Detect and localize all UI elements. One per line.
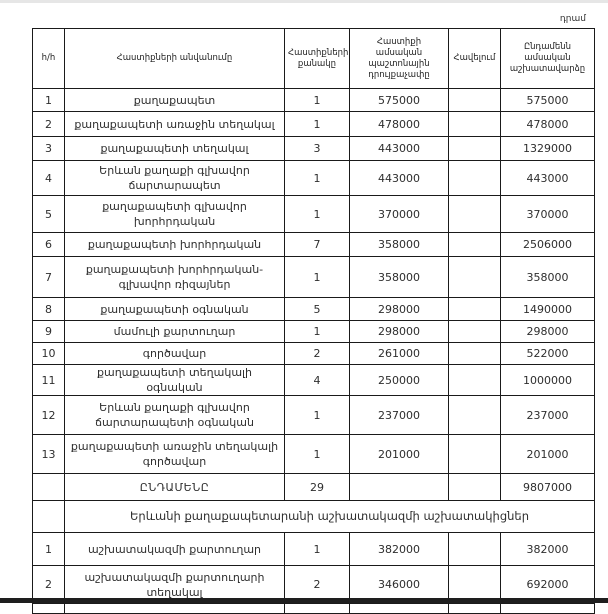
row-position-name: աշխատակազմի քարտուղար (65, 533, 285, 566)
row-salary: 478000 (350, 112, 449, 137)
row-salary: 443000 (350, 161, 449, 196)
row-position-name: գործավար (65, 343, 285, 365)
row-index: 1 (33, 89, 65, 112)
row-count: 1 (285, 196, 350, 233)
row-position-name: քաղաքապետի օգնական (65, 298, 285, 321)
row-index: 11 (33, 365, 65, 396)
row-total: 237000 (501, 396, 595, 435)
total-count: 29 (285, 474, 350, 501)
row-bonus (449, 112, 501, 137)
row-total: 1000000 (501, 365, 595, 396)
row-count: 1 (285, 321, 350, 343)
row-index: 3 (33, 137, 65, 161)
table-row (33, 365, 595, 396)
total-amount: 9807000 (501, 474, 595, 501)
row-bonus (449, 161, 501, 196)
row-bonus (449, 89, 501, 112)
top-border (0, 0, 608, 3)
table-row (33, 343, 595, 365)
row-count: 2 (285, 343, 350, 365)
row-count: 7 (285, 233, 350, 257)
row-index: 7 (33, 257, 65, 298)
header-monthly-salary: Հաստիքի ամսական պաշտոնային դրույքաչափը (350, 29, 449, 89)
table-row (33, 112, 595, 137)
row-total: 478000 (501, 112, 595, 137)
row-index: 2 (33, 112, 65, 137)
row-salary: 443000 (350, 137, 449, 161)
row-total: 443000 (501, 161, 595, 196)
row-index: 10 (33, 343, 65, 365)
row-total: 201000 (501, 435, 595, 474)
section-title: Երևանի քաղաքապետարանի աշխատակազմի աշխատակիցներ (65, 501, 595, 533)
row-total: 575000 (501, 89, 595, 112)
row-bonus (449, 233, 501, 257)
row-count: 3 (285, 137, 350, 161)
row-bonus (449, 365, 501, 396)
row-salary: 201000 (350, 435, 449, 474)
row-salary: 261000 (350, 343, 449, 365)
row-total: 1490000 (501, 298, 595, 321)
row-count: 4 (285, 365, 350, 396)
row-index: 6 (33, 233, 65, 257)
row-bonus (449, 298, 501, 321)
row-salary: 250000 (350, 365, 449, 396)
row-index: 12 (33, 396, 65, 435)
row-position-name: քաղաքապետի առաջին տեղակալ (65, 112, 285, 137)
row-index: 5 (33, 196, 65, 233)
total-salary (350, 474, 449, 501)
table-row (33, 233, 595, 257)
row-total: 358000 (501, 257, 595, 298)
header-count: Հաստիքների քանակը (285, 29, 350, 89)
row-position-name: Երևան քաղաքի գլխավոր ճարտարապետի օգնական (65, 396, 285, 435)
table-row (33, 533, 595, 566)
row-salary: 358000 (350, 257, 449, 298)
row-index: 8 (33, 298, 65, 321)
row-position-name: աշխատակազմի քարտուղարի տեղակալ (65, 566, 285, 604)
row-position-name: Երևան քաղաքի գլխավոր ճարտարապետ (65, 161, 285, 196)
row-count: 1 (285, 161, 350, 196)
row-bonus (449, 396, 501, 435)
row-index: 9 (33, 321, 65, 343)
row-count: 1 (285, 257, 350, 298)
row-bonus (449, 533, 501, 566)
row-count: 1 (285, 89, 350, 112)
row-salary: 575000 (350, 89, 449, 112)
header-index: հ/հ (33, 29, 65, 89)
row-salary: 382000 (350, 533, 449, 566)
row-salary: 346000 (350, 566, 449, 604)
row-position-name: մամուլի քարտուղար (65, 321, 285, 343)
table-row (33, 435, 595, 474)
row-bonus (449, 257, 501, 298)
bottom-edge (0, 598, 608, 603)
row-total: 370000 (501, 196, 595, 233)
row-count: 1 (285, 396, 350, 435)
row-salary: 298000 (350, 298, 449, 321)
cell-empty (350, 604, 449, 614)
cell-empty (501, 604, 595, 614)
row-index: 2 (33, 566, 65, 604)
row-total: 298000 (501, 321, 595, 343)
row-total: 1329000 (501, 137, 595, 161)
row-bonus (449, 343, 501, 365)
row-position-name: քաղաքապետի խորհրդական-գլխավոր ռիզայներ (65, 257, 285, 298)
row-position-name: քաղաքապետի գլխավոր խորհրդական (65, 196, 285, 233)
table-row (33, 161, 595, 196)
cell-empty (449, 604, 501, 614)
row-count: 1 (285, 112, 350, 137)
total-row-index (33, 474, 65, 501)
header-row (33, 29, 595, 89)
table-row (33, 321, 595, 343)
table-row (33, 257, 595, 298)
table-row (33, 196, 595, 233)
row-count: 1 (285, 533, 350, 566)
cell-empty (33, 604, 65, 614)
row-position-name: քաղաքապետի տեղակալ (65, 137, 285, 161)
row-bonus (449, 435, 501, 474)
table-row (33, 396, 595, 435)
table-row (33, 89, 595, 112)
row-count: 5 (285, 298, 350, 321)
cell-empty (65, 604, 285, 614)
row-position-name: քաղաքապետի խորհրդական (65, 233, 285, 257)
row-salary: 237000 (350, 396, 449, 435)
table-row (33, 298, 595, 321)
cell-empty (285, 604, 350, 614)
header-position-name: Հաստիքների անվանումը (65, 29, 285, 89)
section-header-row (33, 501, 595, 533)
row-position-name: քաղաքապետի առաջին տեղակալի գործավար (65, 435, 285, 474)
total-label: ԸՆԴԱՄԵՆԸ (65, 474, 285, 501)
total-bonus (449, 474, 501, 501)
header-bonus: Հավելում (449, 29, 501, 89)
row-count: 2 (285, 566, 350, 604)
row-count: 1 (285, 435, 350, 474)
row-position-name: քաղաքապետ (65, 89, 285, 112)
row-position-name: քաղաքապետի տեղակալի օգնական (65, 365, 285, 396)
section-index-cell (33, 501, 65, 533)
table-row-partial (33, 604, 595, 614)
total-row (33, 474, 595, 501)
header-total-monthly-fund: Ընդամենն ամսական աշխատավարձը (501, 29, 595, 89)
row-total: 692000 (501, 566, 595, 604)
salary-table (32, 28, 595, 614)
row-index: 1 (33, 533, 65, 566)
row-salary: 298000 (350, 321, 449, 343)
row-total: 382000 (501, 533, 595, 566)
row-index: 13 (33, 435, 65, 474)
table-row (33, 137, 595, 161)
row-bonus (449, 196, 501, 233)
row-salary: 358000 (350, 233, 449, 257)
row-salary: 370000 (350, 196, 449, 233)
row-bonus (449, 321, 501, 343)
row-total: 2506000 (501, 233, 595, 257)
row-index: 4 (33, 161, 65, 196)
row-total: 522000 (501, 343, 595, 365)
row-bonus (449, 137, 501, 161)
currency-unit-label: դրամ (559, 14, 586, 24)
